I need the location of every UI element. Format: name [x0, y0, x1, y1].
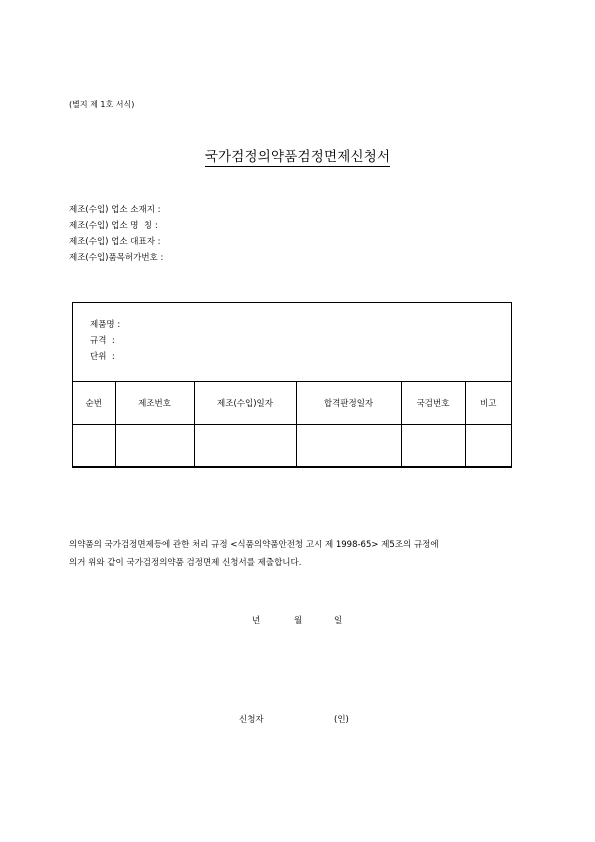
header-batch-number: 제조번호: [115, 382, 194, 425]
statement-line-1: 의약품의 국가검정면제등에 관한 처리 규정 <식품의약품안전청 고시 제 1998-65> 제5조의 규정에: [69, 540, 439, 550]
product-spec-field: 규격 :: [90, 336, 115, 346]
batch-table: [73, 381, 511, 466]
table-row: [73, 425, 511, 467]
cell-batch-number[interactable]: [115, 425, 194, 467]
cell-manufacture-date[interactable]: [194, 425, 296, 467]
cell-inspection-number[interactable]: [401, 425, 465, 467]
statement-paragraph: [69, 536, 529, 572]
table-double-rule: [72, 467, 512, 468]
header-manufacture-date: 제조(수입)일자: [194, 382, 296, 425]
cell-remarks[interactable]: [465, 425, 511, 467]
table-header-row: [73, 382, 511, 425]
date-day: 일: [334, 616, 343, 626]
seal-mark: (인): [334, 715, 349, 725]
product-info-list: [90, 317, 120, 365]
business-representative-field: 제조(수입) 업소 대표자 :: [69, 237, 161, 247]
product-license-number-field: 제조(수입)품목허가번호 :: [69, 253, 164, 263]
header-pass-date: 합격판정일자: [296, 382, 401, 425]
business-name-field: 제조(수입) 업소 명 칭 :: [69, 221, 158, 231]
cell-pass-date[interactable]: [296, 425, 401, 467]
header-seq: 순번: [73, 382, 115, 425]
header-remarks: 비고: [465, 382, 511, 425]
date-year: 년: [252, 616, 261, 626]
page-title: [0, 145, 595, 165]
applicant-label: 신청자: [239, 715, 264, 725]
product-name-field: 제품명 :: [90, 320, 121, 330]
product-unit-field: 단위 :: [90, 352, 115, 362]
date-month: 월: [294, 616, 303, 626]
product-box: [72, 302, 512, 467]
header-inspection-number: 국검번호: [401, 382, 465, 425]
statement-line-2: 의거 위와 같이 국가검정의약품 검정면제 신청서를 제출합니다.: [69, 558, 302, 568]
title-text: 국가검정의약품검정면제신청서: [204, 149, 391, 165]
form-number: (별지 제 1호 서식): [69, 100, 135, 109]
business-address-field: 제조(수입) 업소 소재지 :: [69, 205, 161, 215]
cell-seq[interactable]: [73, 425, 115, 467]
applicant-info-list: [69, 202, 163, 266]
